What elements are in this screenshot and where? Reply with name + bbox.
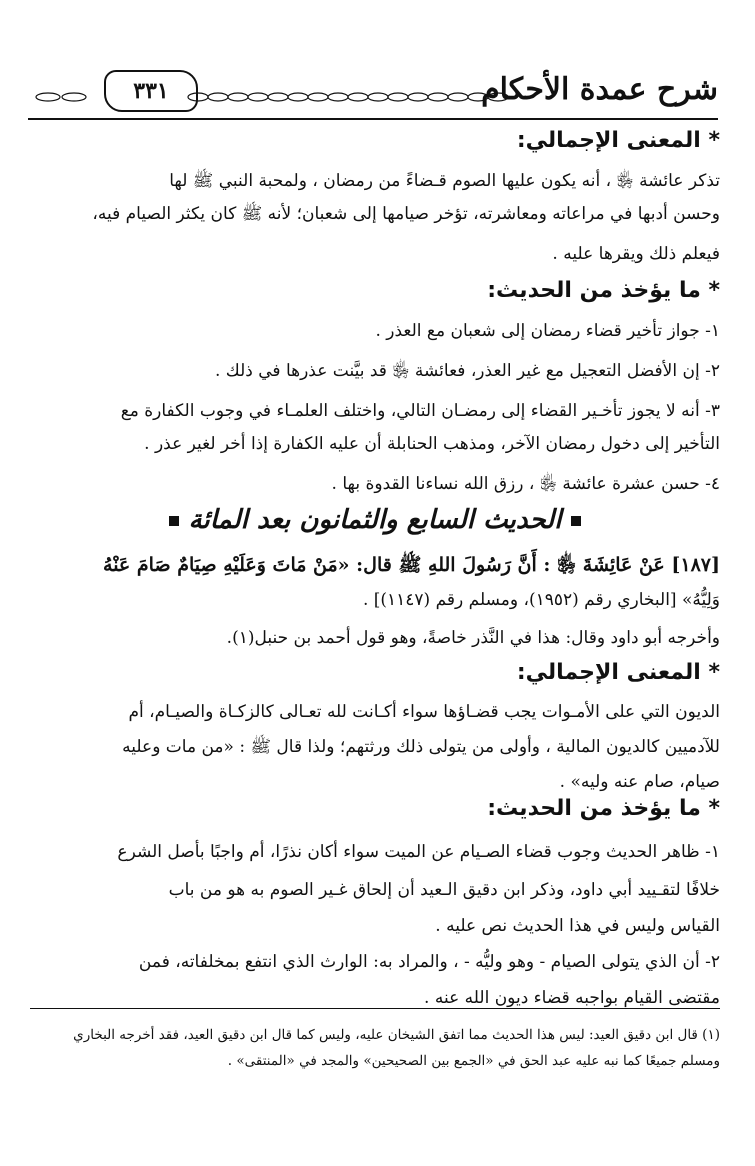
book-title: شرح عمدة الأحكام (481, 72, 718, 107)
section-heading: * ما يؤخذ من الحديث: (487, 278, 720, 303)
section-heading: * ما يؤخذ من الحديث: (487, 796, 720, 821)
ornament-band (186, 92, 522, 102)
square-ornament (169, 516, 179, 526)
list-item-continuation: مقتضى القيام بواجبه قضاء ديون الله عنه . (424, 988, 720, 1008)
list-item: ٢- أن الذي يتولى الصيام - وهو وليُّه - ، والمراد به: الوارث الذي انتفع بمخلفاته، فمن (138, 952, 720, 972)
list-item: ٤- حسن عشرة عائشة ﵂ ، رزق الله نساءنا القدوة بها . (331, 474, 720, 494)
list-item: ٣- أنه لا يجوز تأخـير القضاء إلى رمضـان التالي، واختلف العلمـاء في وجوب الكفارة مع (120, 401, 720, 421)
paragraph-line: تذكر عائشة ﵂ ، أنه يكون عليها الصوم قـضاءً من رمضان ، ولمحبة النبي ﷺ لها (169, 171, 720, 191)
section-heading: * المعنى الإجمالي: (516, 128, 720, 153)
footnote-rule (30, 1008, 720, 1009)
section-heading: * المعنى الإجمالي: (516, 660, 720, 685)
paragraph-line: للآدميين كالديون المالية ، وأولى من يتولى ذلك ورثتهم؛ ولذا قال ﷺ : «من مات وعليه (122, 737, 720, 757)
paragraph-line: فيعلم ذلك ويقرها عليه . (552, 244, 720, 264)
hadith-title-text: الحديث السابع والثمانون بعد المائة (188, 505, 562, 535)
footnote (40, 1022, 720, 1074)
hadith-note: وأخرجه أبو داود وقال: هذا في النَّذر خاصةً، وهو قول أحمد بن حنبل(١). (226, 628, 720, 648)
header-rule (28, 118, 718, 120)
square-ornament (571, 516, 581, 526)
footnote-line: (١) قال ابن دقيق العيد: ليس هذا الحديث مما اتفق الشيخان عليه، وليس كما قال ابن دقيق العيد، فقد أخرجه البخاري (73, 1027, 720, 1043)
list-item-continuation: خلافًا لتقـييد أبي داود، وذكر ابن دقيق الـعيد أن إلحاق غـير الصوم به هو من باب (168, 880, 720, 900)
list-item: ١- جواز تأخير قضاء رمضان إلى شعبان مع العذر . (375, 321, 720, 341)
list-item: ٢- إن الأفضل التعجيل مع غير العذر، فعائشة ﵂ قد بيَّنت عذرها في ذلك . (214, 361, 720, 381)
list-item-continuation: التأخير إلى دخول رمضان الآخر، ومذهب الحنابلة أن عليه الكفارة إذا أخر لغير عذر . (144, 434, 720, 454)
paragraph-line: الديون التي على الأمـوات يجب قضـاؤها سواء أكـانت لله تعـالى كالزكـاة والصيـام، أم (128, 702, 720, 722)
page-header (28, 68, 718, 124)
ornament-left (34, 92, 92, 102)
list-item: ١- ظاهر الحديث وجوب قضاء الصـيام عن الميت سواء أكان نذرًا، أم واجبًا بأصل الشرع (117, 842, 720, 862)
paragraph-line: صيام، صام عنه وليه» . (559, 772, 720, 792)
page-number: ٣٣١ (104, 70, 198, 112)
hadith-title (150, 505, 600, 535)
footnote-line: ومسلم جميعًا كما نبه عليه عبد الحق في «الجمع بين الصحيحين» والمجد في «المنتقى» . (227, 1053, 720, 1069)
list-item-continuation: القياس وليس في هذا الحديث نص عليه . (435, 916, 720, 936)
paragraph-line: وحسن أدبها في مراعاته ومعاشرته، تؤخر صيامها إلى شعبان؛ لأنه ﷺ كان يكثر الصيام فيه، (92, 204, 720, 224)
hadith-text-line: وَلِيُّهُ» [البخاري رقم (١٩٥٢)، ومسلم رقم (١١٤٧)] . (362, 590, 720, 610)
hadith-text-line: [١٨٧] عَنْ عَائِشَةَ ﵂ : أَنَّ رَسُولَ اللهِ ﷺ قال: «مَنْ مَاتَ وَعَلَيْهِ صِيَامٌ صَامَ عَنْهُ (103, 554, 720, 576)
